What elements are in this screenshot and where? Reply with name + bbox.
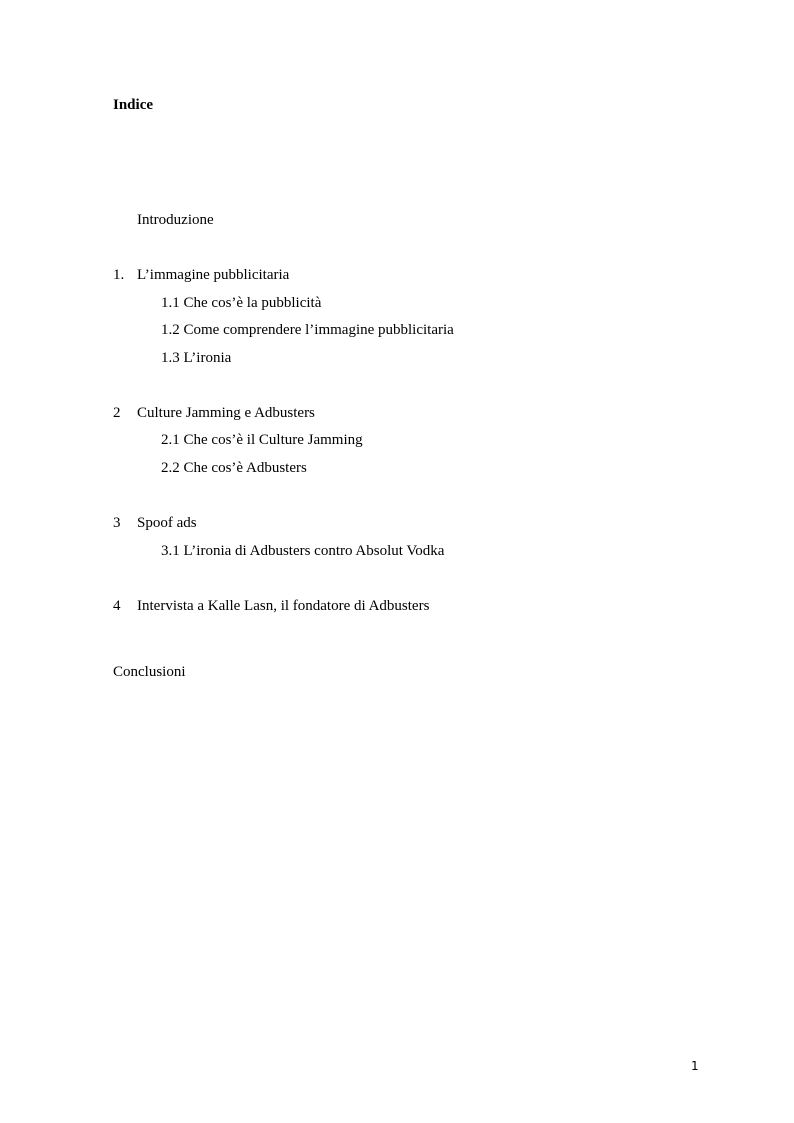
toc-chapter-title: L’immagine pubblicitaria (137, 267, 290, 283)
toc-section: 1.2 Come comprendere l’immagine pubblicitaria (161, 322, 454, 338)
toc-section: 2.1 Che cos’è il Culture Jamming (161, 432, 363, 448)
toc-chapter-number: 1. (113, 267, 125, 283)
page-title: Indice (113, 97, 154, 113)
toc-chapter-title: Intervista a Kalle Lasn, il fondatore di Adbusters (137, 598, 430, 614)
toc-introduction: Introduzione (137, 212, 214, 228)
page-number: 1 (691, 1059, 699, 1073)
toc-chapter-number: 3 (113, 515, 121, 531)
toc-section: 1.1 Che cos’è la pubblicità (161, 295, 322, 311)
toc-section: 2.2 Che cos’è Adbusters (161, 460, 307, 476)
toc-chapter-title: Culture Jamming e Adbusters (137, 405, 315, 421)
toc-section: 1.3 L’ironia (161, 350, 232, 366)
toc-section: 3.1 L’ironia di Adbusters contro Absolut Vodka (161, 543, 445, 559)
toc-chapter-number: 2 (113, 405, 121, 421)
toc-chapter-number: 4 (113, 598, 121, 614)
toc-chapter-title: Spoof ads (137, 515, 197, 531)
toc-conclusion: Conclusioni (113, 664, 186, 680)
